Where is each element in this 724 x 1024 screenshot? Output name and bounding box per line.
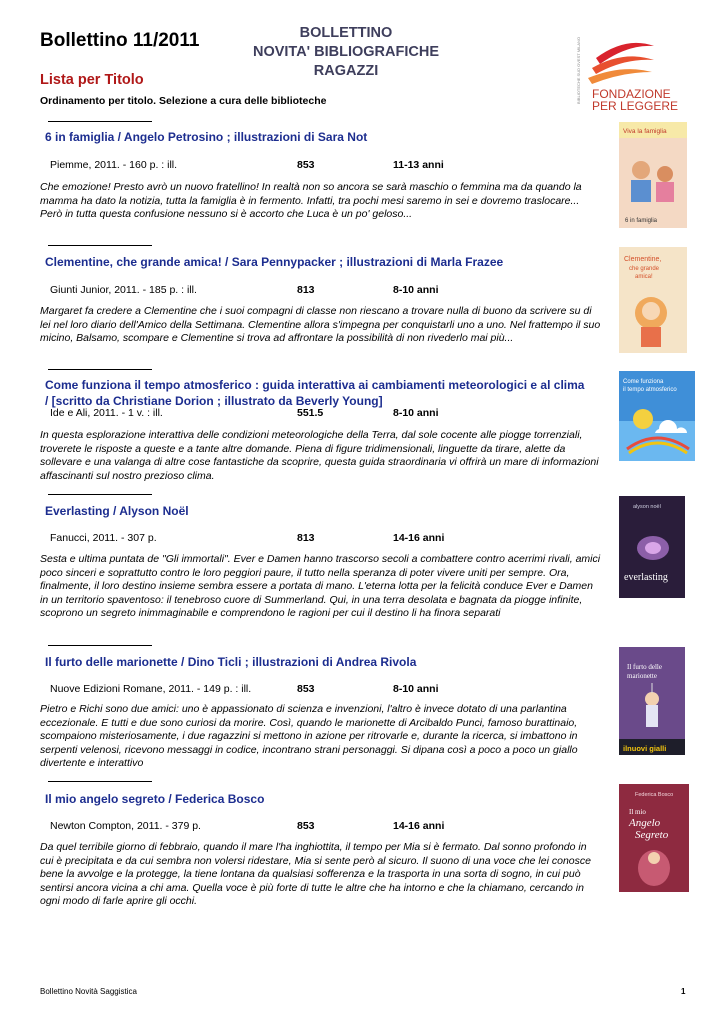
entry-age: 14-16 anni (393, 532, 445, 544)
entry-age: 8-10 anni (393, 407, 439, 419)
entry-publisher: Fanucci, 2011. - 307 p. (50, 532, 157, 544)
svg-text:il tempo atmosferico: il tempo atmosferico (623, 387, 677, 393)
cover-title: Viva la famiglia (623, 128, 667, 135)
entry-title[interactable]: Clementine, che grande amica! / Sara Pennypacker ; illustrazioni di Marla Frazee (45, 255, 504, 269)
entry-divider (48, 121, 152, 122)
svg-text:amica!: amica! (635, 274, 653, 280)
book-cover (619, 247, 687, 353)
fondazione-logo (566, 28, 679, 114)
bulletin-heading (236, 24, 456, 81)
cover-title: Il mio (629, 808, 646, 816)
entry-title[interactable]: 6 in famiglia / Angelo Petrosino ; illustrazioni di Sara Not (45, 130, 368, 144)
entry-dewey: 813 (297, 532, 315, 544)
bulletin-title: Bollettino 11/2011 (40, 30, 200, 51)
ordering-note: Ordinamento per titolo. Selezione a cura delle biblioteche (40, 95, 327, 107)
cover-author: alyson noël (633, 504, 661, 510)
cover-title: Come funziona (623, 379, 664, 385)
entry-divider (48, 369, 152, 370)
entry-publisher: Piemme, 2011. - 160 p. : ill. (50, 159, 178, 171)
logo-side-text: BIBLIOTECHE SUD OVEST MILANO (576, 36, 581, 104)
logo-text-2: PER LEGGERE (592, 99, 679, 113)
entry-title[interactable]: Come funziona il tempo atmosferico : guida interattiva ai cambiamenti meteorologici e al clima / [scritto da Christiane Dorion ; illustrato da Beverly Young] (45, 378, 585, 408)
cover-subtitle: 6 in famiglia (625, 218, 658, 224)
heading-line-1: BOLLETTINO (299, 25, 393, 41)
entry-description: Che emozione! Presto avrò un nuovo fratellino! In realtà non so ancora se sarà maschio o femmina ma da quando la mamma ha dato la notizia, tutta la famiglia è in fermento. Infatti, tra pochi mesi saremo in sei e dovremo traslocare... Però in tutta questa confusione nessuno si è accorto che Luca è un po' geloso... (40, 181, 582, 220)
entry-description: Da quel terribile giorno di febbraio, quando il mare l'ha inghiottita, il tempo per Mia si è fermato. Dal sonno profondo in cui è precipitata e da cui sembra non volersi ridestare, Mia si sente però al sicuro. Il suono di una voce che lei conosce bene la avvolge e la protegge, la tiene lontana da qualsiasi sofferenza e la trasporta in una sorta di sogno, in cui può sentirsi ancora vicina a chi ama. Quella voce è più forte di tutte le altre che ha intorno e che la chiamano, cercando in ogni modo di farle aprire gli occhi. (40, 841, 591, 907)
entry-divider (48, 494, 152, 495)
cover-series: ilnuovi gialli (623, 744, 667, 753)
heading-line-3: RAGAZZI (313, 63, 379, 79)
entry-divider (48, 245, 152, 246)
entry-publisher: Newton Compton, 2011. - 379 p. (50, 820, 201, 832)
entry-age: 11-13 anni (393, 159, 444, 171)
cover-title: Il furto delle (627, 663, 662, 671)
entry-publisher: Ide e Ali, 2011. - 1 v. : ill. (50, 407, 163, 419)
book-cover (619, 371, 695, 461)
entry-dewey: 853 (297, 820, 315, 832)
heading-line-2: NOVITA' BIBLIOGRAFICHE (252, 44, 440, 60)
cover-author: Federica Bosco (635, 792, 674, 798)
entry-age: 8-10 anni (393, 683, 439, 695)
entry-dewey: 853 (297, 159, 315, 171)
svg-text:Segreto: Segreto (635, 829, 669, 841)
page-number: 1 (681, 987, 686, 996)
entry-title[interactable]: Il furto delle marionette / Dino Ticli ; illustrazioni di Andrea Rivola (45, 655, 417, 669)
logo-text-1: FONDAZIONE (592, 87, 671, 101)
entry-divider (48, 645, 152, 646)
entry-dewey: 813 (297, 284, 315, 296)
entry-description: In questa esplorazione interattiva delle condizioni meteorologiche della Terra, dal sole cocente alle piogge torrenziali, troverete le risposte a queste e a tante altre domande. Piena di figure tridimensionali, linguette da tirare, alette da sollevare e una valanga di altre cose fantastiche da scoprire, questa guida straordinaria vi offrirà un mare di informazioni affascinanti sul nostro prezioso clima. (40, 429, 599, 482)
book-cover (619, 647, 685, 755)
entry-age: 14-16 anni (393, 820, 445, 832)
entry-title[interactable]: Everlasting / Alyson Noël (45, 504, 189, 518)
entry-description: Margaret fa credere a Clementine che i suoi compagni di classe non riescano a trovare nulla di buono da scrivere su di lei nel loro diario dell'Amico della Settimana. Clementine allora s'impegna per conquistarli uno a uno. Nel frattempo il suo micino, Balsamo, scompare e Clementine si trova ad affrontare la possibilità di non rivederlo mai più... (40, 305, 601, 344)
svg-text:che grande: che grande (629, 266, 660, 272)
list-title: Lista per Titolo (40, 72, 144, 88)
entry-age: 8-10 anni (393, 284, 439, 296)
entry-title[interactable]: Il mio angelo segreto / Federica Bosco (45, 792, 265, 806)
book-cover (619, 122, 687, 228)
entry-description: Pietro e Richi sono due amici: uno è appassionato di scienza e invenzioni, l'altro è invece dotato di una parlantina eccezionale. E tutti e due sono curiosi da morire. Così, quando le marionette di Arcibaldo Punci, famoso burattinaio, scompaiono misteriosamente, i due ragazzini si mettono in azione per ritrovarle e, durante la ricerca, si imbattono in serpenti velenosi, ricevono messaggi in codice, incontrano strani personaggi. Si dipana così a poco a poco un giallo divertente e interattivo (40, 703, 578, 769)
footer-title: Bollettino Novità Saggistica (40, 987, 137, 996)
entry-publisher: Nuove Edizioni Romane, 2011. - 149 p. : ill. (50, 683, 252, 695)
entry-publisher: Giunti Junior, 2011. - 185 p. : ill. (50, 284, 197, 296)
cover-title: everlasting (624, 572, 668, 583)
cover-title: Clementine, (624, 256, 662, 263)
book-cover (619, 784, 689, 892)
svg-text:marionette: marionette (627, 672, 657, 680)
entry-dewey: 853 (297, 683, 315, 695)
entry-description: Sesta e ultima puntata de "Gli immortali". Ever e Damen hanno trascorso secoli a combattere contro acerrimi rivali, amici poco sinceri e soprattutto contro le loro peggiori paure, il tutto nella speranza di poter vivere uniti per sempre. Ora, finalmente, il loro destino insieme sembra essere a portata di mano. L'eterna lotta per la felicità conduce Ever e Damen in un territorio spaventoso: il tenebroso cuore di Summerland. Qui, in una terra desolata e bagnata da piogge infinite, scoprono un segreto inimmaginabile e comprendono le ragioni per cui il destino li ha finora separati (40, 553, 601, 619)
book-cover (619, 496, 685, 598)
entry-divider (48, 781, 152, 782)
entry-dewey: 551.5 (297, 407, 324, 419)
svg-text:Angelo: Angelo (629, 817, 661, 829)
